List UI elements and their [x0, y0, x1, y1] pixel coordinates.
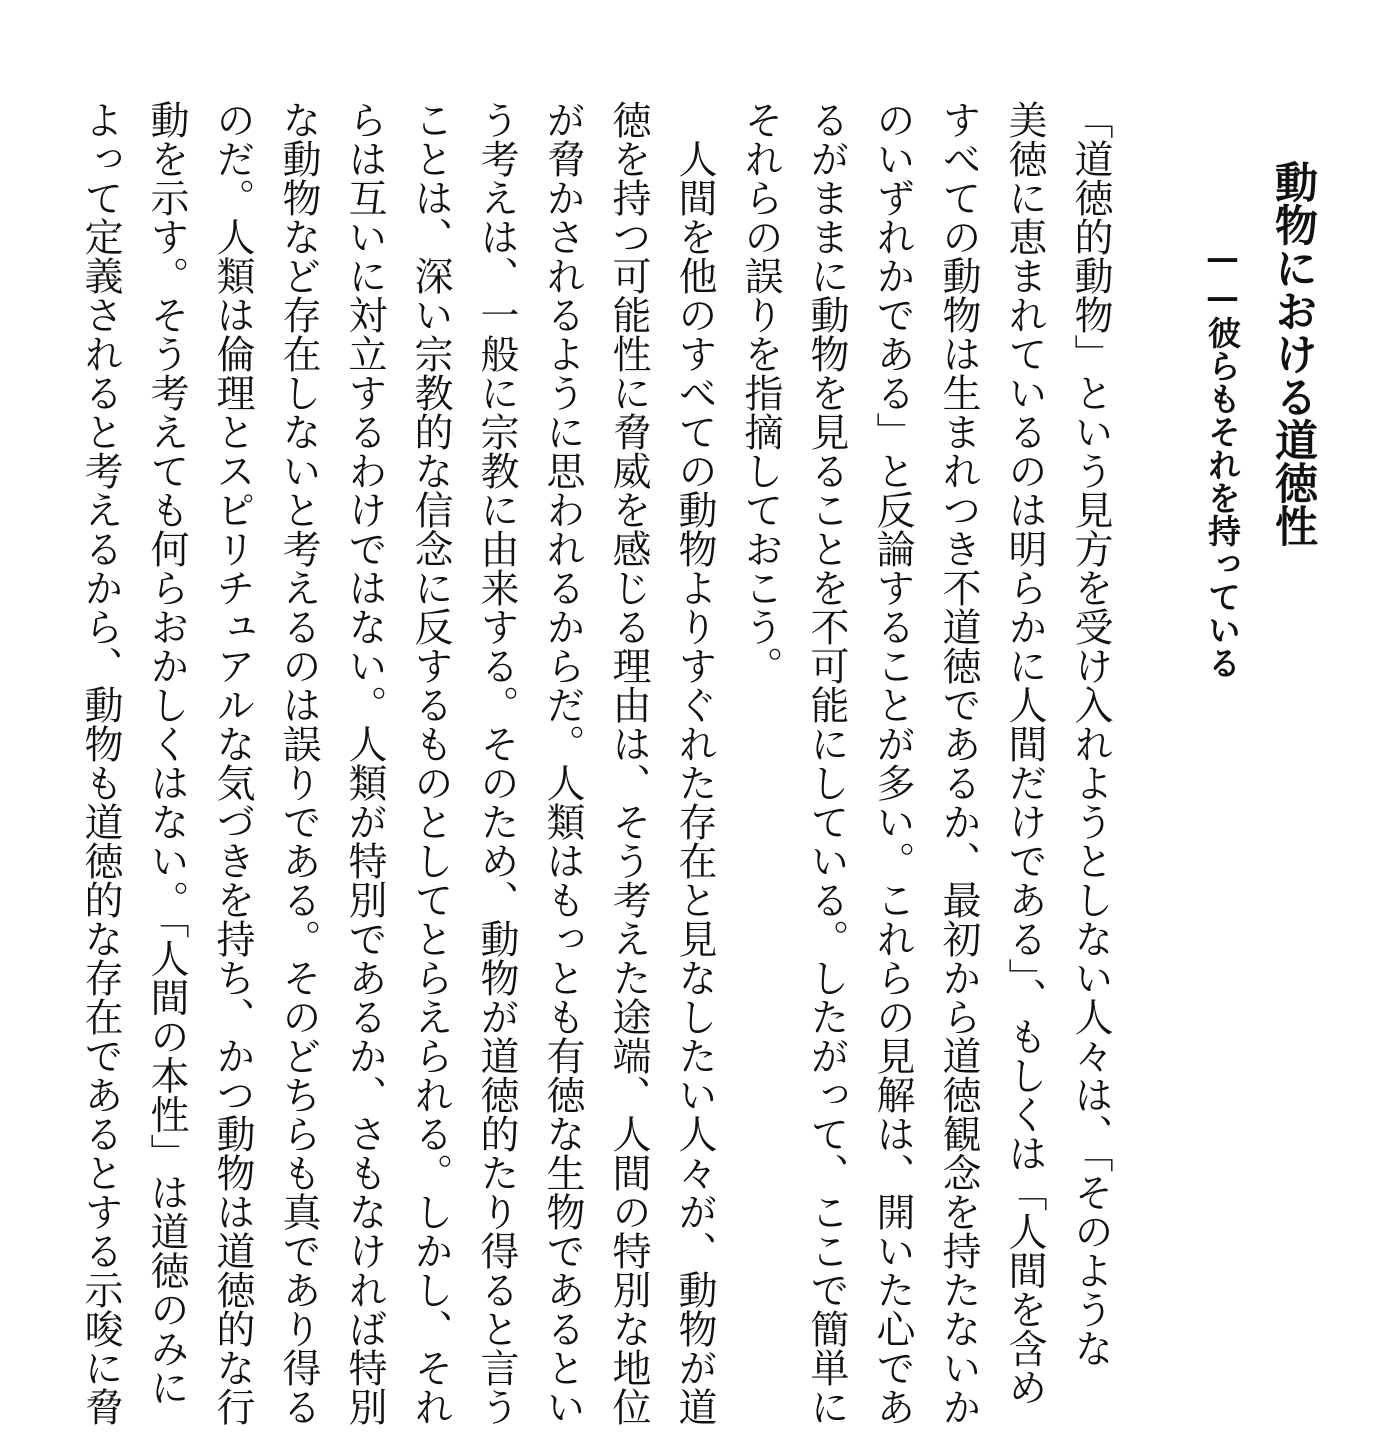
body-line: すべての動物は生まれつき不道徳であるか、最初から道徳観念を持たないか — [936, 100, 981, 1426]
body-line: が脅かされるように思われるからだ。人類はもっとも有徳な生物であるとい — [540, 100, 585, 1426]
body-line: 動を示す。そう考えても何らおかしくはない。「人間の本性」は道徳のみに — [144, 100, 189, 1407]
body-line: 美徳に恵まれているのは明らかに人間だけである」、もしくは「人間を含め — [1002, 100, 1047, 1407]
body-line: のいずれかである」と反論することが多い。これらの見解は、開いた心であ — [870, 100, 915, 1426]
body-line: 徳を持つ可能性に脅威を感じる理由は、そう考えた途端、人間の特別な地位 — [606, 100, 651, 1426]
body-line: 「道徳的動物」という見方を受け入れようとしない人々は、「そのような — [1068, 100, 1113, 1368]
body-line: るがままに動物を見ることを不可能にしている。したがって、ここで簡単に — [804, 100, 849, 1426]
body-line: のだ。人類は倫理とスピリチュアルな気づきを持ち、かつ動物は道徳的な行 — [210, 100, 255, 1426]
body-line: それらの誤りを指摘しておこう。 — [738, 100, 783, 685]
body-line: う考えは、一般に宗教に由来する。そのため、動物が道徳的たり得ると言う — [474, 100, 519, 1426]
body-line: よって定義されると考えるから、動物も道徳的な存在であるとする示唆に脅 — [78, 100, 123, 1426]
page-title: 動物における道徳性 — [1268, 160, 1318, 547]
page-subtitle: ——彼らもそれを持っている — [1203, 238, 1242, 679]
body-line: な動物など存在しないと考えるのは誤りである。そのどちらも真であり得る — [276, 100, 321, 1426]
body-line: らは互いに対立するわけではない。人類が特別であるか、さもなければ特別 — [342, 100, 387, 1426]
body-line: 人間を他のすべての動物よりすぐれた存在と見なしたい人々が、動物が道 — [672, 100, 717, 1426]
body-line: ことは、深い宗教的な信念に反するものとしてとらえられる。しかし、それ — [408, 100, 453, 1426]
